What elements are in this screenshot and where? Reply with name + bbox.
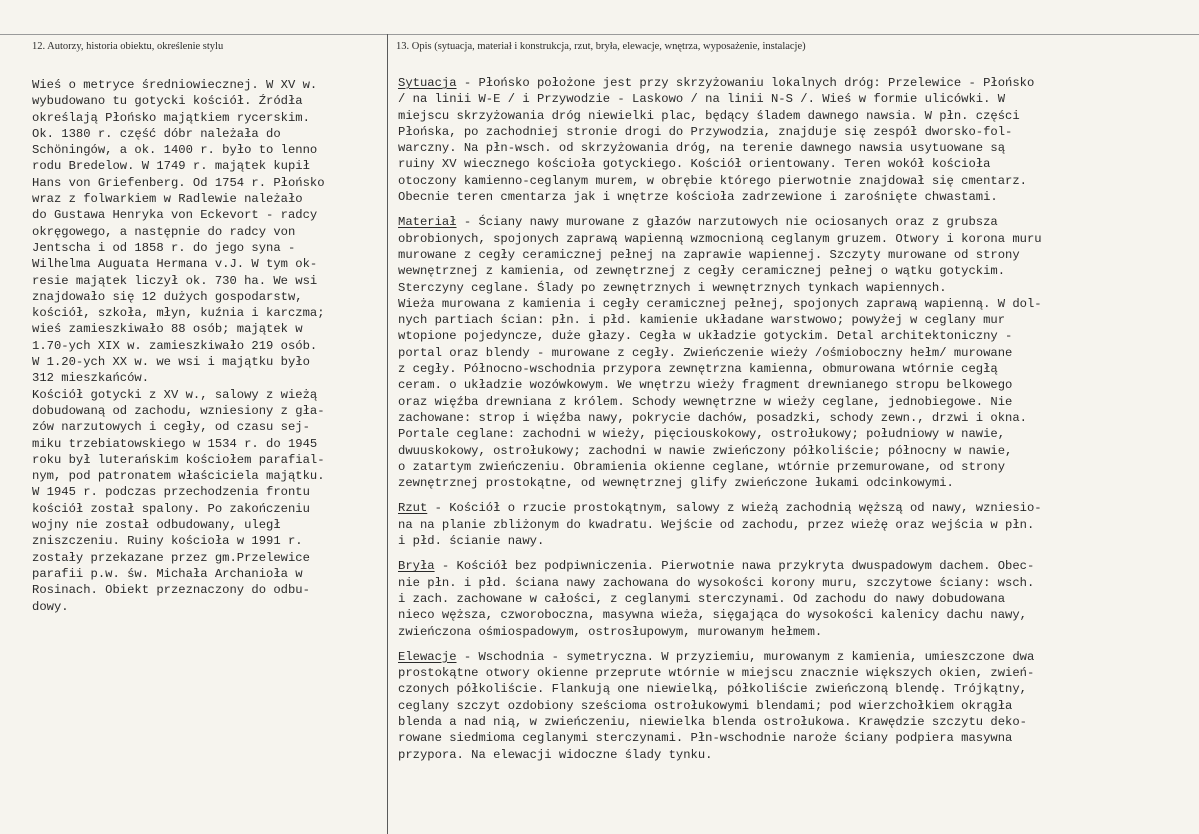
history-line: 1.70-ych XIX w. zamieszkiwało 219 osób.: [32, 338, 318, 353]
history-line: okręgowego, a następnie do radcy von: [32, 224, 296, 239]
section-line: miejscu skrzyżowania dróg niewielki plac, będący śladem dawnego nawsia. W płn. części: [398, 108, 1020, 123]
section-line: ceram. o układzie wozówkowym. We wnętrzu wieży fragment drewnianego stropu belkowego: [398, 378, 1013, 393]
section-first-line-text: - Wschodnia - symetryczna. W przyziemiu, murowanym z kamienia, umieszczone dwa: [456, 649, 1035, 664]
section-line: wewnętrznej z kamienia, od zewnętrznej z cegły ceramicznej pełnej o wątku gotyckim.: [398, 264, 1006, 279]
section-first-line: [398, 500, 1190, 516]
section-line: Portale ceglane: zachodni w wieży, pięciouskokowy, ostrołukowy; południowy w nawie,: [398, 427, 1006, 442]
history-line: nym, pod patronatem właściciela majątku.: [32, 469, 325, 484]
history-line: zostały przekazane przez gm.Przelewice: [32, 550, 310, 565]
history-line: wojny nie został odbudowany, uległ: [32, 518, 281, 533]
section-heading: Sytuacja: [398, 76, 457, 90]
section-line: nieco węższa, czworoboczna, masywna wieża, sięgająca do wysokości kalenicy dachu nawy,: [398, 608, 1027, 623]
history-line: W 1.20-ych XX w. we wsi i majątku było: [32, 355, 310, 370]
history-line: zów narzutowych i cegły, od czasu sej-: [32, 420, 310, 435]
section-first-line-text: - Kościół o rzucie prostokątnym, salowy z wieżą zachodnią węższą od nawy, wzniesio-: [427, 501, 1042, 516]
section-first-line: [398, 558, 1190, 574]
section-line: rowane siedmioma ceglanymi sterczynami. Płn-wschodnie naroże ściany podpiera masywna: [398, 731, 1013, 746]
description-text: [398, 75, 1190, 772]
right-column-title: 13. Opis (sytuacja, materiał i konstrukcja, rzut, bryła, elewacje, wnętrza, wyposażenie, instalacje): [396, 41, 806, 52]
section-bryła: [398, 558, 1190, 639]
section-line: zewnętrznej prostokątne, od wewnętrznej glify zwieńczone łukami odcinkowymi.: [398, 476, 954, 491]
section-line: Wieża murowana z kamienia i cegły ceramicznej pełnej, spojonych zaprawą wapienną. W dol-: [398, 296, 1042, 311]
section-line: murowane z cegły ceramicznej pełnej na zaprawie wapiennej. Szczyty murowane od strony: [398, 247, 1020, 262]
section-line: dwuuskokowy, ostrołukowy; zachodni w nawie zwieńczony półkoliście; północny w nawie,: [398, 443, 1013, 458]
history-line: wieś zamieszkiwało 88 osób; majątek w: [32, 322, 303, 337]
history-line: zniszczeniu. Ruiny kościoła w 1991 r.: [32, 534, 303, 549]
section-line: z cegły. Północno-wschodnia przypora zewnętrzna kamienna, obmurowana wtórnie cegłą: [398, 362, 998, 377]
history-line: 312 mieszkańców.: [32, 371, 150, 386]
section-line: o zatartym zwieńczeniu. Obramienia okienne ceglane, wtórnie przemurowane, od strony: [398, 459, 1006, 474]
top-rule: [0, 34, 1199, 35]
section-heading: Rzut: [398, 501, 428, 516]
section-line: Sterczyny ceglane. Ślady po zewnętrznych i wewnętrznych tynkach wapiennych.: [398, 280, 947, 295]
history-line: wraz z folwarkiem w Radlewie należało: [32, 192, 303, 207]
section-heading: Bryła: [398, 559, 435, 574]
section-line: zwieńczona ośmiospadowym, ostrosłupowym, murowanym hełmem.: [398, 624, 823, 639]
history-line: roku był luterańskim kościołem parafial-: [32, 452, 325, 467]
section-line: / na linii W-E / i Przywodzie - Laskowo / na linii N-S /. Wieś w formie ulicówki. W: [398, 92, 1006, 107]
section-line: i płd. ścianie nawy.: [398, 534, 545, 549]
section-first-line-text: - Płońsko położone jest przy skrzyżowaniu lokalnych dróg: Przelewice - Płońsko: [456, 76, 1035, 90]
section-line: przypora. Na elewacji widoczne ślady tynku.: [398, 747, 713, 762]
section-first-line-text: - Kościół bez podpiwniczenia. Pierwotnie nawa przykryta dwuspadowym dachem. Obec-: [434, 559, 1035, 574]
section-sytuacja: [398, 75, 1190, 205]
section-heading: Materiał: [398, 215, 457, 230]
section-first-line: [398, 214, 1190, 230]
history-line: znajdowało się 12 dużych gospodarstw,: [32, 289, 303, 304]
history-line: resie majątek liczył ok. 730 ha. We wsi: [32, 273, 318, 288]
section-line: Płońska, po zachodniej stronie drogi do Przywodzia, znajduje się zespół dworsko-fol-: [398, 124, 1013, 139]
history-line: parafii p.w. św. Michała Archanioła w: [32, 566, 303, 581]
section-line: oraz więźba drewniana z królem. Schody wewnętrzne w wieży ceglane, jednobiegowe. Nie: [398, 394, 1013, 409]
history-text: [32, 77, 380, 615]
section-line: blenda a nad nią, w zwieńczeniu, niewielka blenda ostrołukowa. Krawędzie szczytu deko-: [398, 714, 1027, 729]
history-line: dowy.: [32, 599, 69, 614]
section-line: na na planie zbliżonym do kwadratu. Wejście od zachodu, przez wieżę oraz wejścia w płn.: [398, 517, 1035, 532]
section-line: zachowane: strop i więźba nawy, pokrycie dachów, posadzki, schody zewn., drzwi i okna.: [398, 410, 1027, 425]
section-first-line-text: - Ściany nawy murowane z głazów narzutowych nie ociosanych oraz z grubsza: [456, 215, 998, 230]
history-line: W 1945 r. podczas przechodzenia frontu: [32, 485, 310, 500]
section-line: ceglany szczyt ozdobiony sześcioma ostrołukowymi blendami; pod wierzchołkiem okrągła: [398, 698, 1013, 713]
section-rzut: [398, 500, 1190, 549]
section-elewacje: [398, 649, 1190, 763]
history-line: kościół został spalony. Po zakończeniu: [32, 501, 310, 516]
section-line: nych partiach ścian: płn. i płd. kamienie układane warstwowo; powyżej w ceglany mur: [398, 313, 1006, 328]
history-line: Wilhelma Auguata Hermana v.J. W tym ok-: [32, 257, 318, 272]
section-first-line: [398, 649, 1190, 665]
section-line: Obecnie teren cmentarza jak i wnętrze kościoła zadrzewione i zarośnięte chwastami.: [398, 190, 998, 205]
section-line: prostokątne otwory okienne przeprute wtórnie w miejscu znacznie większych okien, zwień-: [398, 666, 1035, 681]
history-line: miku trzebiatowskiego w 1534 r. do 1945: [32, 436, 318, 451]
history-line: Kościół gotycki z XV w., salowy z wieżą: [32, 387, 318, 402]
history-line: określają Płońsko majątkiem rycerskim.: [32, 110, 310, 125]
history-line: do Gustawa Henryka von Eckevort - radcy: [32, 208, 318, 223]
history-line: dobudowaną od zachodu, wzniesiony z gła-: [32, 403, 325, 418]
history-line: wybudowano tu gotycki kościół. Źródła: [32, 94, 303, 109]
history-line: Schöningów, a ok. 1400 r. było to lenno: [32, 143, 318, 158]
history-line: Ok. 1380 r. część dóbr należała do: [32, 126, 281, 141]
history-line: Wieś o metryce średniowiecznej. W XV w.: [32, 78, 318, 92]
section-line: obrobionych, spojonych zaprawą wapienną wzmocnioną ceglanym gruzem. Otwory i korona muru: [398, 231, 1042, 246]
history-line: rodu Bredelow. W 1749 r. majątek kupił: [32, 159, 310, 174]
column-divider: [387, 34, 388, 834]
section-line: nie płn. i płd. ściana nawy zachowana do wysokości korony muru, szczytowe ściany: wsch.: [398, 575, 1035, 590]
section-heading: Elewacje: [398, 649, 457, 664]
history-line: Hans von Griefenberg. Od 1754 r. Płońsko: [32, 175, 325, 190]
section-line: otoczony kamienno-ceglanym murem, w obrębie którego pierwotnie znajdował się cmentarz.: [398, 173, 1027, 188]
history-line: Jentscha i od 1858 r. do jego syna -: [32, 240, 296, 255]
section-line: czonych półkoliście. Flankują one niewielką, półkoliście zwieńczoną blendę. Trójkątny,: [398, 682, 1027, 697]
section-line: portal oraz blendy - murowane z cegły. Zwieńczenie wieży /ośmioboczny hełm/ murowane: [398, 345, 1013, 360]
section-first-line: [398, 75, 1190, 91]
history-line: Rosinach. Obiekt przeznaczony do odbu-: [32, 583, 310, 598]
left-column-title: 12. Autorzy, historia obiektu, określenie stylu: [32, 41, 224, 52]
section-line: ruiny XV wiecznego kościoła gotyckiego. Kościół orientowany. Teren wokół kościoła: [398, 157, 991, 172]
history-line: kościół, szkoła, młyn, kuźnia i karczma;: [32, 306, 325, 321]
section-line: wtopione pojedyncze, duże głazy. Cegła w układzie gotyckim. Detal architektoniczny -: [398, 329, 1013, 344]
section-line: warczny. Na płn-wsch. od skrzyżowania dróg, na terenie dawnego nawsia usytuowane są: [398, 141, 1006, 156]
section-line: i zach. zachowane w całości, z ceglanymi sterczynami. Od zachodu do nawy dobudowana: [398, 591, 1006, 606]
section-materiał: [398, 214, 1190, 491]
